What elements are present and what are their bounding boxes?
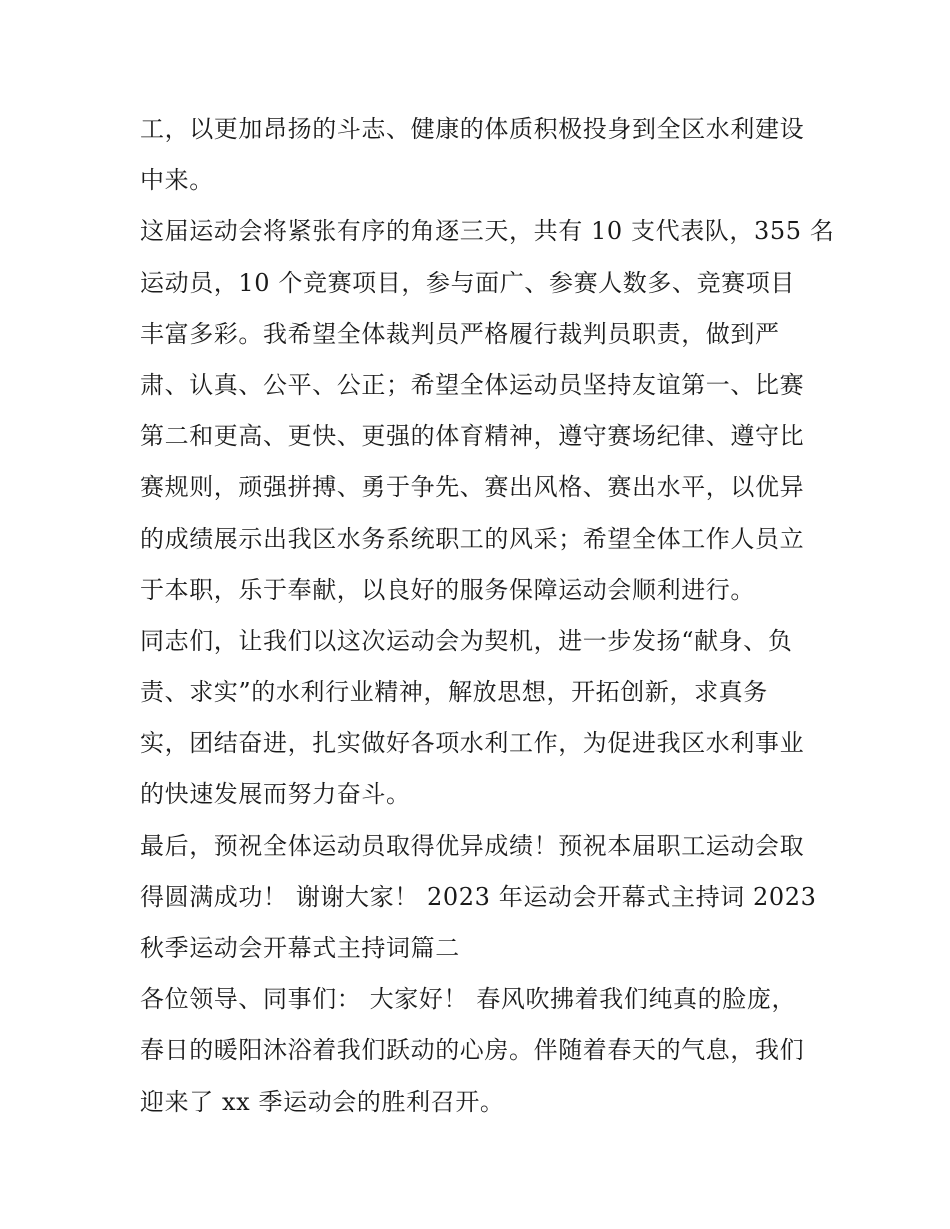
text-line: 于本职，乐于奉献，以良好的服务保障运动会顺利进行。 xyxy=(140,575,755,604)
text-line: 得圆满成功！ 谢谢大家！ 2023 年运动会开幕式主持词 2023 xyxy=(140,882,817,911)
document-body xyxy=(140,104,835,1128)
text-line: 第二和更高、更快、更强的体育精神，遵守赛场纪律、遵守比 xyxy=(140,422,805,451)
text-line: 工，以更加昂扬的斗志、健康的体质积极投身到全区水利建设 xyxy=(140,115,805,143)
text-line: 肃、认真、公平、公正；希望全体运动员坚持友谊第一、比赛 xyxy=(140,370,805,399)
text-line: 责、求实”的水利行业精神，解放思想，开拓创新，求真务 xyxy=(140,678,768,707)
text-line: 最后，预祝全体运动员取得优异成绩！预祝本届职工运动会取 xyxy=(140,831,805,860)
text-line: 的成绩展示出我区水务系统职工的风采；希望全体工作人员立 xyxy=(140,524,805,553)
text-line: 这届运动会将紧张有序的角逐三天，共有 10 支代表队，355 名 xyxy=(140,217,835,246)
text-line: 同志们，让我们以这次运动会为契机，进一步发扬“献身、负 xyxy=(140,626,793,655)
text-line: 实，团结奋进，扎实做好各项水利工作，为促进我区水利事业 xyxy=(140,729,805,758)
text-line: 的快速发展而努力奋斗。 xyxy=(140,780,411,809)
text-line: 运动员，10 个竞赛项目，参与面广、参赛人数多、竞赛项目 xyxy=(140,268,795,297)
text-line: 各位领导、同事们： 大家好！ 春风吹拂着我们纯真的脸庞， xyxy=(140,985,797,1014)
text-line: 中来。 xyxy=(140,166,214,195)
text-line: 秋季运动会开幕式主持词篇二 xyxy=(140,934,460,962)
text-line: 丰富多彩。我希望全体裁判员严格履行裁判员职责，做到严 xyxy=(140,319,780,348)
text-line: 春日的暖阳沐浴着我们跃动的心房。伴随着春天的气息，我们 xyxy=(140,1036,805,1065)
text-line: 迎来了 xx 季运动会的胜利召开。 xyxy=(140,1087,505,1116)
text-line: 赛规则，顽强拼搏、勇于争先、赛出风格、赛出水平，以优异 xyxy=(140,473,805,502)
